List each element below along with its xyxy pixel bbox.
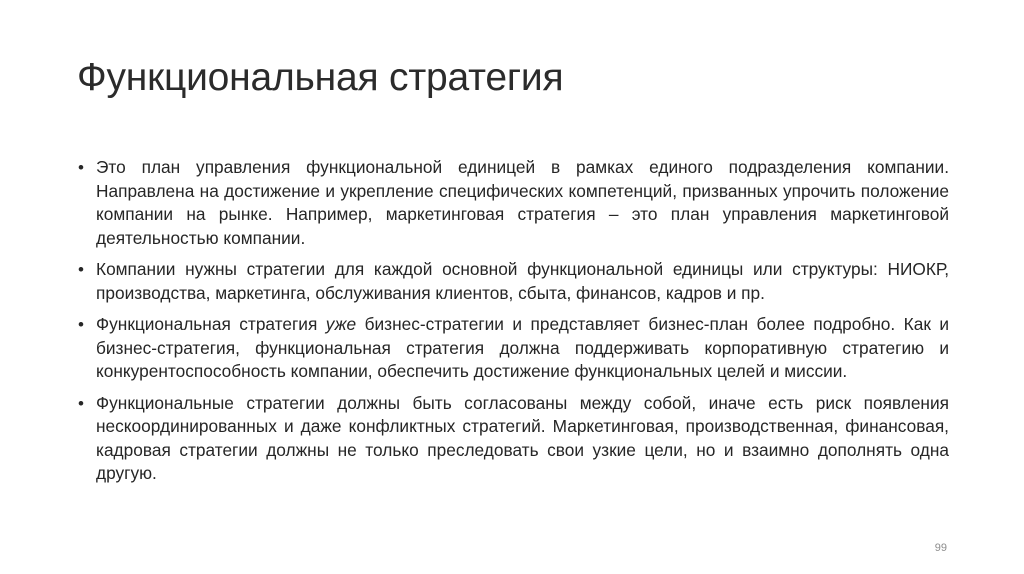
bullet-item bbox=[78, 156, 949, 250]
bullet-dot: • bbox=[78, 393, 84, 413]
bullet-dot: • bbox=[78, 260, 84, 279]
bullet-item bbox=[78, 392, 949, 486]
slide-title: Функциональная стратегия bbox=[77, 56, 564, 99]
bullet-text: Функциональные стратегии должны быть согласованы между собой, иначе есть риск появления нескоординированных и даже конфликтных стратегий. Маркетинговая, производственная, финансовая, кадровая стратегии должны не только преследовать свои узкие цели, но и взаимно дополнять одна другую. bbox=[96, 392, 949, 483]
bullet-text: Это план управления функциональной единицей в рамках единого подразделения компании. Направлена на достижение и укрепление специфических компетенций, призванных упрочить положение компании на рынке. Например, маркетинговая стратегия – это план управления маркетинговой деятельностью компании. bbox=[96, 157, 949, 248]
page-number: 99 bbox=[934, 542, 947, 554]
bullet-list bbox=[78, 156, 949, 494]
bullet-text-after: бизнес-стратегии и представляет бизнес-план более подробно. Как и бизнес-стратегия, функциональная стратегия должна поддерживать корпоративную стратегию и конкурентоспособность компании, обеспечить достижение функциональных целей и миссии. bbox=[96, 314, 949, 381]
bullet-item bbox=[78, 313, 949, 384]
bullet-text-emphasis: уже bbox=[325, 314, 357, 334]
bullet-text bbox=[96, 314, 949, 381]
bullet-item bbox=[78, 258, 949, 305]
bullet-text-before: Функциональная стратегия bbox=[96, 314, 326, 334]
bullet-dot: • bbox=[78, 315, 84, 334]
bullet-text: Компании нужны стратегии для каждой основной функциональной единицы или структуры: НИОКР, производства, маркетинга, обслуживания клиентов, сбыта, финансов, кадров и пр. bbox=[96, 259, 949, 303]
bullet-dot: • bbox=[78, 158, 84, 177]
